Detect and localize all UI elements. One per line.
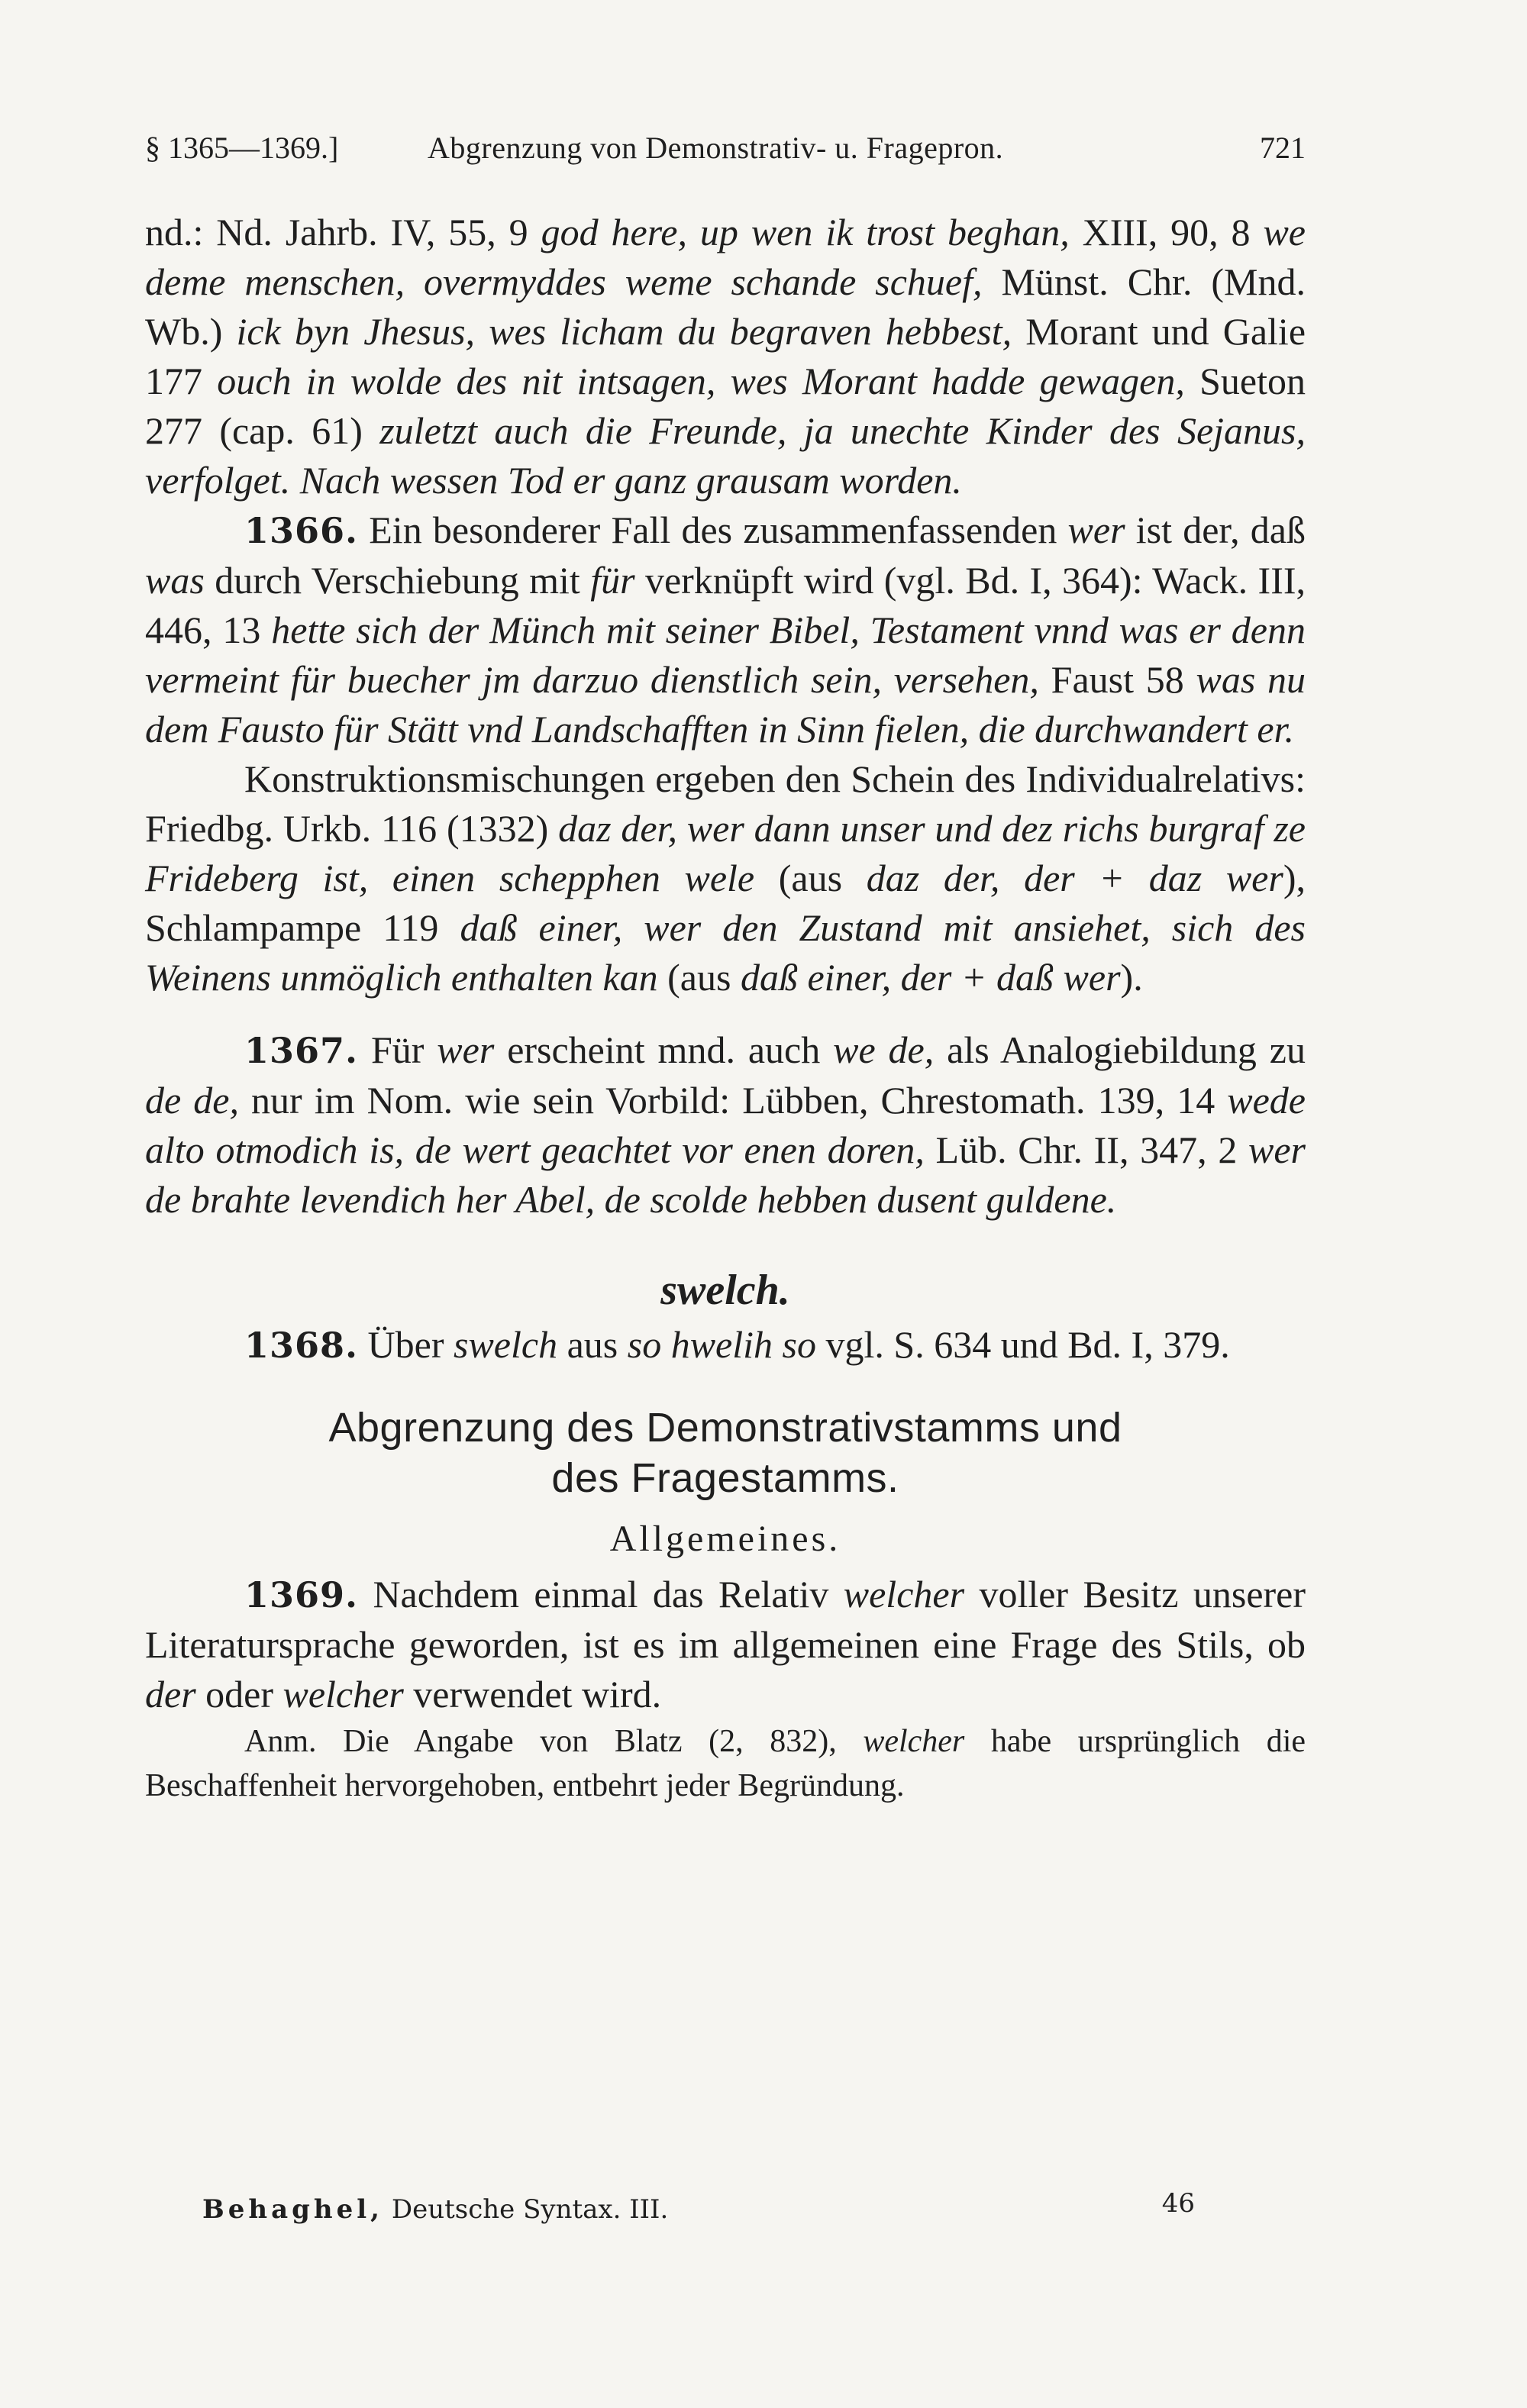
main-text bbox=[145, 208, 1306, 1808]
footer bbox=[202, 2188, 1195, 2232]
page-number: 721 bbox=[1260, 131, 1306, 165]
spacer bbox=[145, 1002, 1306, 1025]
paragraph-1369: 1369. Nachdem einmal das Relativ welcher voller Besitz unserer Literatursprache geworden, ist es im allgemeinen eine Frage des Stils, ob der oder welcher verwendet wird. bbox=[145, 1573, 1306, 1716]
footer-author: Behaghel, bbox=[202, 2194, 383, 2225]
section-number: 1367. bbox=[244, 1030, 359, 1071]
section-heading bbox=[145, 1403, 1306, 1503]
subheading-allgemeines: Allgemeines. bbox=[609, 1519, 841, 1559]
paragraph-continuation: nd.: Nd. Jahrb. IV, 55, 9 god here, up wen ik trost beghan, XIII, 90, 8 we deme menschen, overmyddes weme schande schuef, Münst. Chr. (Mnd. Wb.) ick byn Jhesus, wes licham du begraven hebbest, Morant und Galie 177 ouch in wolde des nit intsagen, wes Morant hadde gewagen, Sueton 277 (cap. 61) zuletzt auch die Freunde, ja unechte Kinder des Sejanus, verfolget. Nach wessen Tod er ganz grausam worden. bbox=[145, 211, 1306, 502]
paragraph-1368: 1368. Über swelch aus so hwelih so vgl. S. 634 und Bd. I, 379. bbox=[244, 1323, 1230, 1366]
heading-swelch: swelch. bbox=[660, 1267, 790, 1314]
header-section-range: § 1365—1369.] bbox=[145, 131, 339, 165]
signature-mark: 46 bbox=[1161, 2188, 1195, 2219]
running-header bbox=[145, 130, 1306, 176]
annotation-note: Anm. Die Angabe von Blatz (2, 832), welcher habe ursprünglich die Beschaffenheit hervorgehoben, entbehrt jeder Begründung. bbox=[145, 1724, 1306, 1803]
paragraph-konstruktionsmischungen: Konstruktionsmischungen ergeben den Schein des Individualrelativs: Friedbg. Urkb. 116 (1332) daz der, wer dann unser und dez richs burgraf ze Frideberg ist, einen schepphen wele (aus daz der, der + daz wer), Schlampampe 119 daß einer, wer den Zustand mit ansiehet, sich des Weinens unmöglich enthalten kan (aus daß einer, der + daß wer). bbox=[145, 757, 1306, 999]
paragraph-1366: 1366. Ein besonderer Fall des zusammenfassenden wer ist der, daß was durch Verschiebung mit für verknüpft wird (vgl. Bd. I, 364): Wack. III, 446, 13 hette sich der Münch mit seiner Bibel, Testament vnnd was er denn vermeint für buecher jm darzuo dienstlich sein, versehen, Faust 58 was nu dem Fausto für Stätt vnd Landschafften in Sinn fielen, die durchwandert er. bbox=[145, 508, 1306, 750]
paragraph-1367: 1367. Für wer erscheint mnd. auch we de, als Analogiebildung zu de de, nur im Nom. wie sein Vorbild: Lübben, Chrestomath. 139, 14 wede alto otmodich is, de wert geachtet vor enen doren, Lüb. Chr. II, 347, 2 wer de brahte levendich her Abel, de scolde hebben dusent guldene. bbox=[145, 1028, 1306, 1221]
header-title: Abgrenzung von Demonstrativ- u. Fragepron. bbox=[428, 131, 1004, 165]
section-heading-line-2: des Fragestamms. bbox=[551, 1455, 899, 1501]
section-number: 1366. bbox=[244, 510, 359, 551]
section-number: 1369. bbox=[244, 1574, 359, 1616]
footer-imprint bbox=[202, 2194, 668, 2225]
footer-title: Deutsche Syntax. III. bbox=[391, 2194, 669, 2225]
section-number: 1368. bbox=[244, 1325, 359, 1366]
section-heading-line-1: Abgrenzung des Demonstrativstamms und bbox=[328, 1405, 1122, 1451]
